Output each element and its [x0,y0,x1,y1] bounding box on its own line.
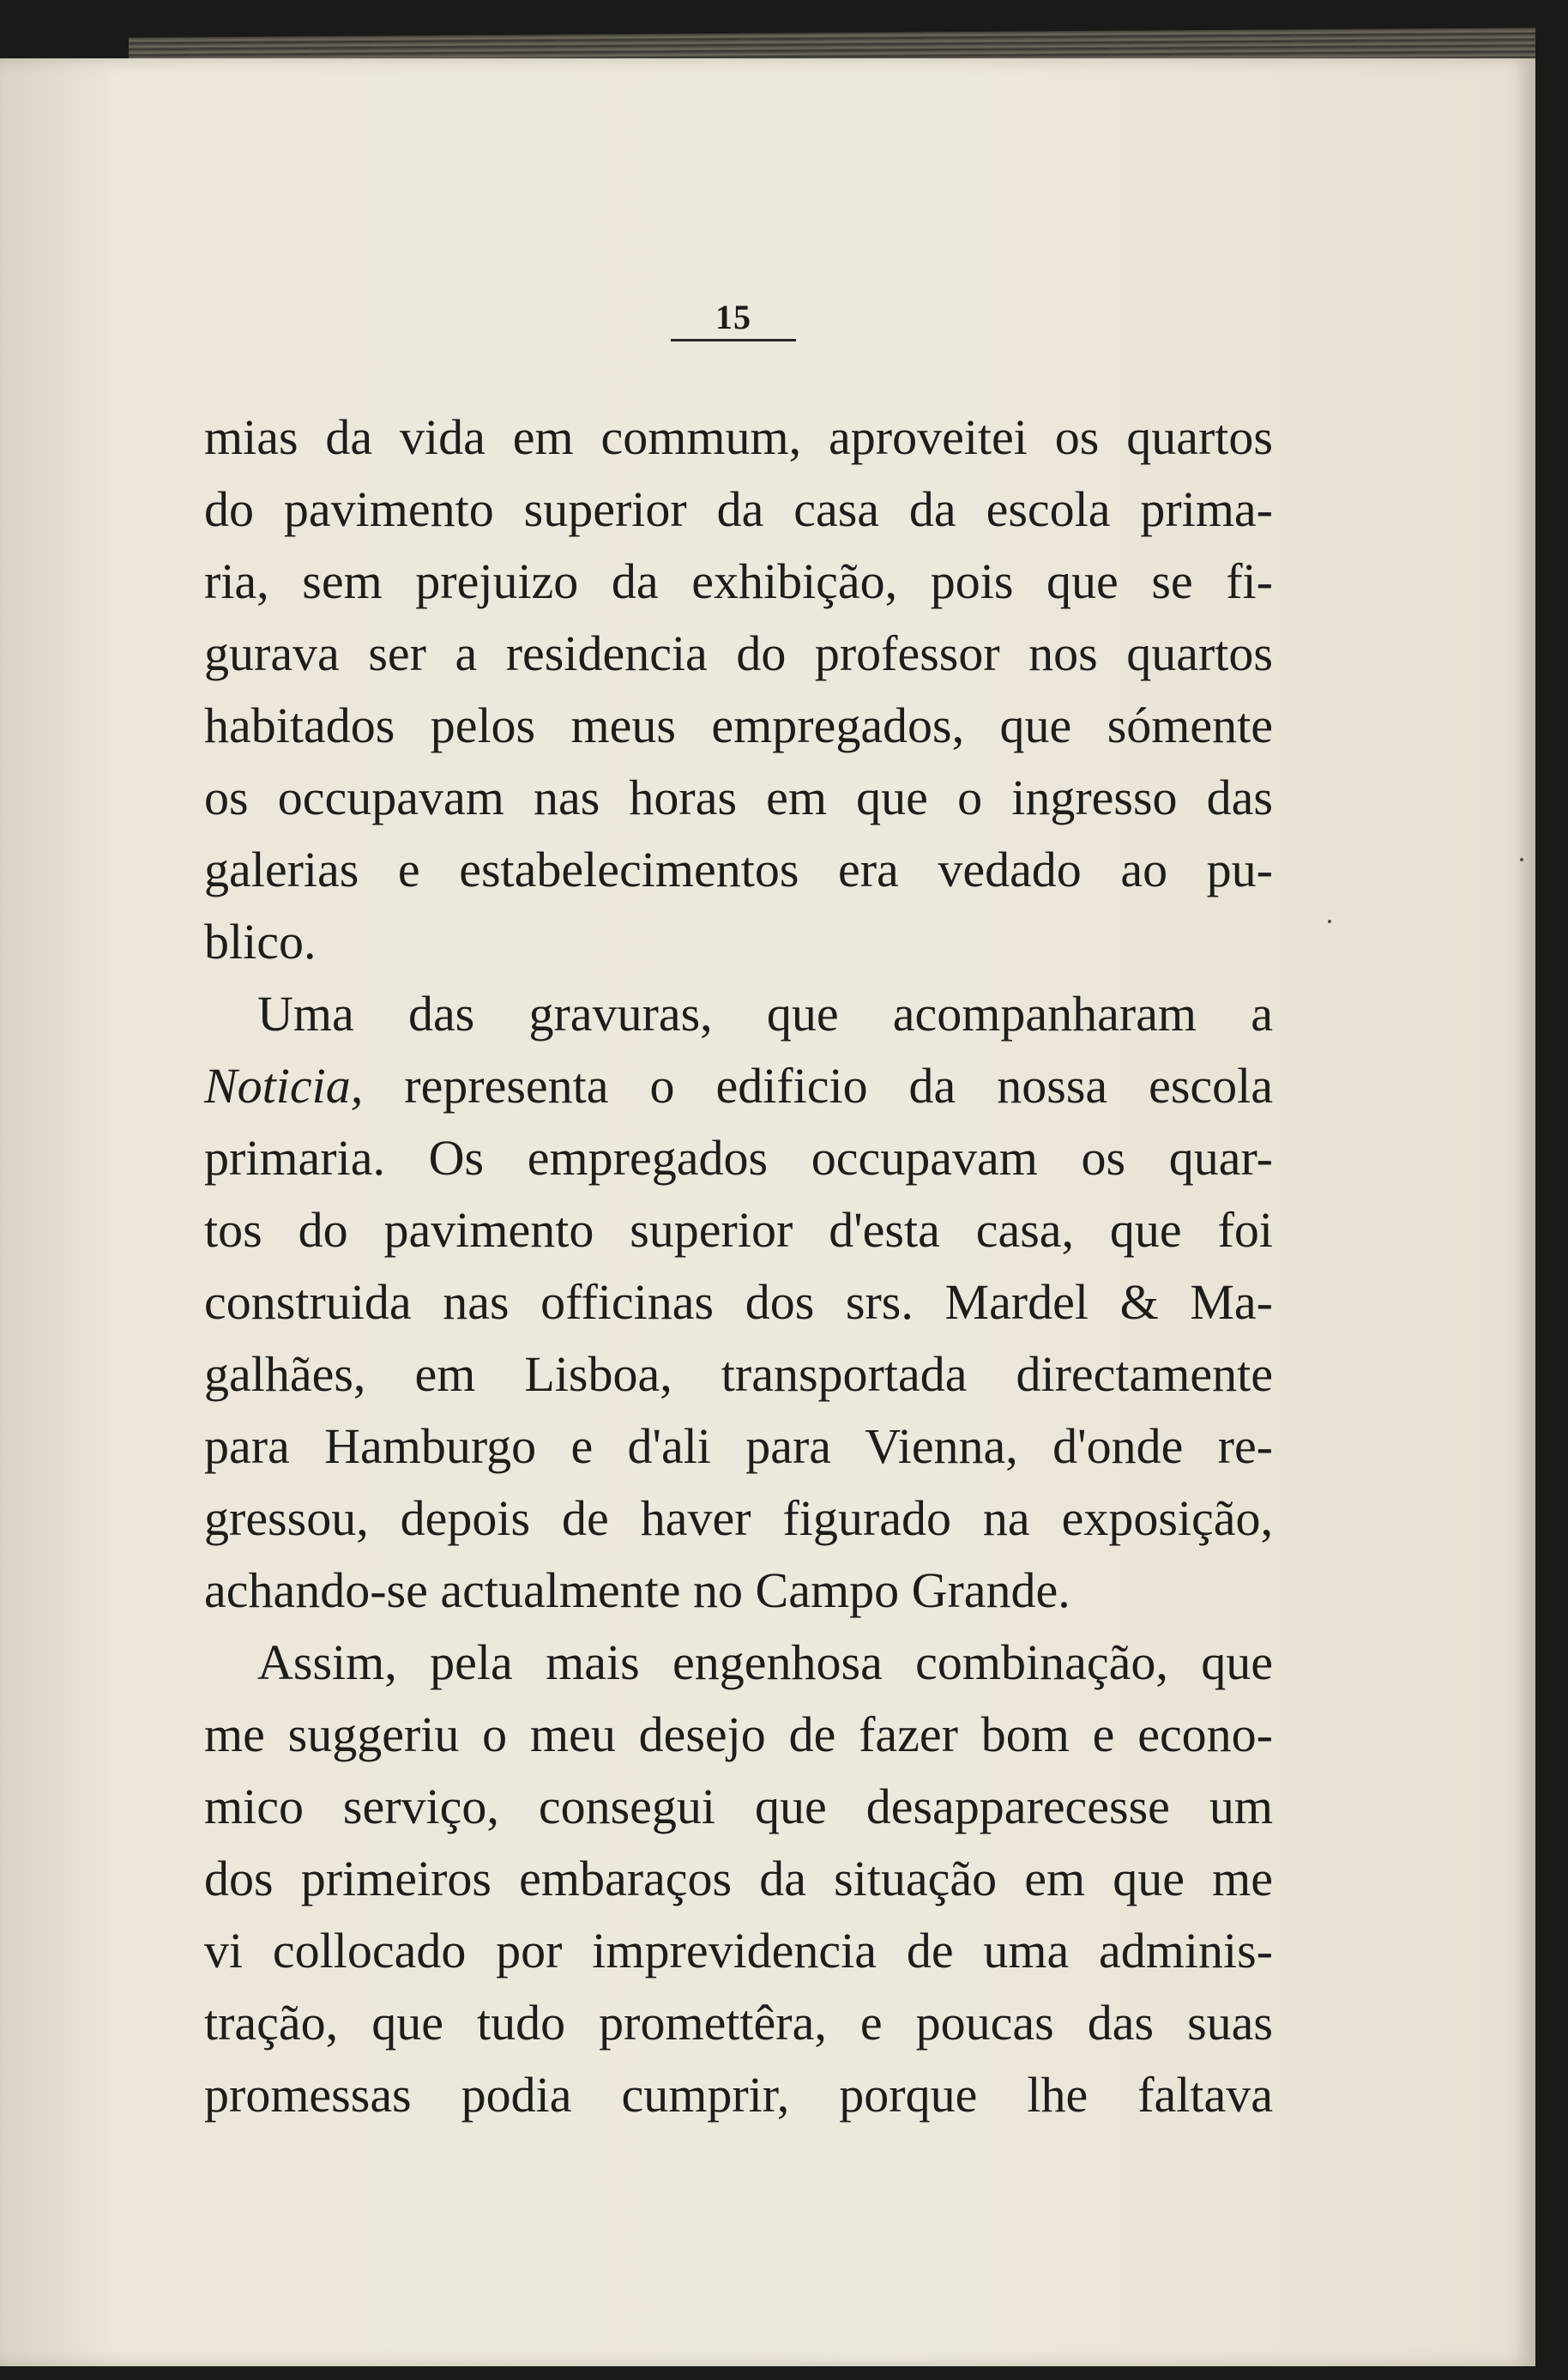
text-line: achando-se actualmente no Campo Grande. [204,1562,1070,1618]
text-line-rest: representa o edificio da nossa escola [404,1058,1274,1114]
text-line: promessas podia cumprir, porque lhe faltava [204,2067,1273,2123]
text-line: Uma das gravuras, que acompanharam a [257,986,1273,1042]
text-line: mico serviço, consegui que desapparecesse um [204,1779,1273,1834]
text-line: do pavimento superior da casa da escola prima- [204,481,1273,537]
text-line: vi collocado por imprevidencia de uma adminis- [204,1923,1273,1978]
paper-speck [1328,920,1331,923]
text-line: para Hamburgo e d'ali para Vienna, d'onde re- [204,1418,1273,1474]
text-line: galhães, em Lisboa, transportada directamente [204,1346,1273,1402]
text-line: primaria. Os empregados occupavam os quar- [204,1130,1273,1186]
text-line: dos primeiros embaraços da situação em que me [204,1851,1273,1906]
text-line-with-italic [204,1050,1273,1122]
text-line: gurava ser a residencia do professor nos quartos [204,625,1273,681]
text-line: tos do pavimento superior d'esta casa, que foi [204,1202,1273,1258]
paper-speck [1520,858,1523,861]
page-header [671,297,796,341]
italic-title: Noticia, [204,1058,364,1114]
text-line: habitados pelos meus empregados, que sómente [204,698,1273,753]
header-rule [671,339,796,341]
text-line: blico. [204,914,317,970]
body-text [204,402,1273,2131]
text-line: galerias e estabelecimentos era vedado ao pu- [204,842,1273,897]
text-line: Assim, pela mais engenhosa combinação, que [257,1634,1273,1690]
text-line: ria, sem prejuizo da exhibição, pois que se fi- [204,553,1273,609]
page-sheet [0,58,1535,2366]
text-line: me suggeriu o meu desejo de fazer bom e econo- [204,1706,1273,1762]
text-line: construida nas officinas dos srs. Mardel & Ma- [204,1274,1273,1330]
page-number: 15 [715,298,751,336]
text-line: tração, que tudo promettêra, e poucas das suas [204,1995,1273,2051]
text-line: gressou, depois de haver figurado na exposição, [204,1490,1273,1546]
text-line: mias da vida em commum, aproveitei os quartos [204,409,1273,465]
text-line: os occupavam nas horas em que o ingresso das [204,770,1273,825]
